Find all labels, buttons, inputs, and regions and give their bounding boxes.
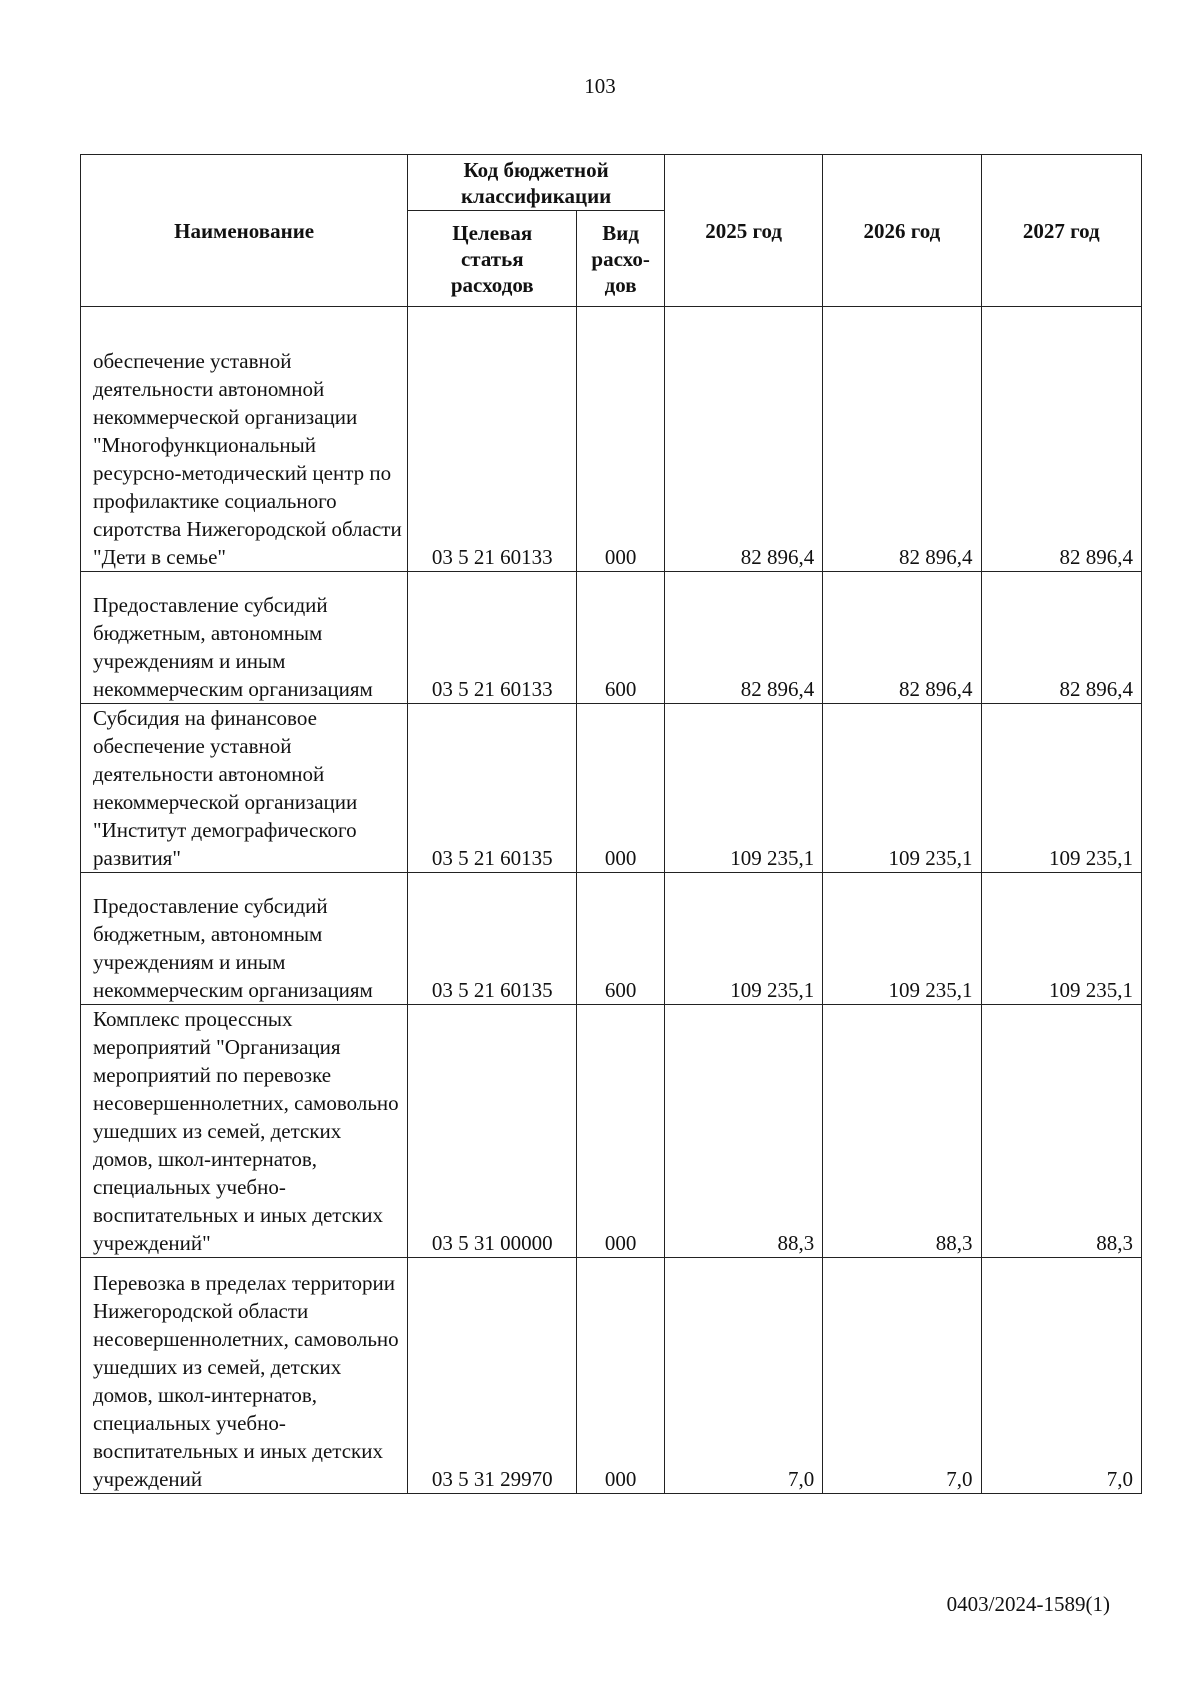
table-header <box>81 155 1142 307</box>
row-value-2025: 82 896,4 <box>664 307 822 572</box>
row-name: Субсидия на финансовое обеспечение уставной деятельности автономной некоммерческой организации "Институт демографического развития" <box>81 704 408 873</box>
table-row <box>81 1258 1142 1494</box>
row-expense-type: 600 <box>577 873 665 1005</box>
header-2025: 2025 год <box>664 155 822 307</box>
row-name: Предоставление субсидий бюджетным, автономным учреждениям и иным некоммерческим организациям <box>81 873 408 1005</box>
row-value-2026: 82 896,4 <box>823 572 981 704</box>
row-value-2026: 7,0 <box>823 1258 981 1494</box>
row-value-2026: 109 235,1 <box>823 873 981 1005</box>
table-row <box>81 873 1142 1005</box>
row-name: Комплекс процессных мероприятий "Организация мероприятий по перевозке несовершеннолетних, самовольно ушедших из семей, детских домов, школ-интернатов, специальных учебно-воспитательных и иных детских учреждений" <box>81 1005 408 1258</box>
header-name: Наименование <box>81 155 408 307</box>
page-number: 103 <box>584 74 616 98</box>
row-target-article: 03 5 31 29970 <box>408 1258 577 1494</box>
header-2026: 2026 год <box>823 155 981 307</box>
table-body <box>81 307 1142 1494</box>
row-target-article: 03 5 21 60133 <box>408 572 577 704</box>
row-expense-type: 000 <box>577 307 665 572</box>
row-name: обеспечение уставной деятельности автономной некоммерческой организации "Многофункциональный ресурсно-методический центр по профилактике социального сиротства Нижегородской области "Дети в семье" <box>81 307 408 572</box>
row-value-2026: 82 896,4 <box>823 307 981 572</box>
row-name: Перевозка в пределах территории Нижегородской области несовершеннолетних, самовольно ушедших из семей, детских домов, школ-интернатов, специальных учебно-воспитательных и иных детских учреждений <box>81 1258 408 1494</box>
row-target-article: 03 5 31 00000 <box>408 1005 577 1258</box>
header-target-article: Целевая статья расходов <box>408 211 577 307</box>
table-row <box>81 307 1142 572</box>
row-value-2025: 88,3 <box>664 1005 822 1258</box>
row-expense-type: 000 <box>577 1005 665 1258</box>
header-code-group: Код бюджетной классификации <box>408 155 665 211</box>
header-2027: 2027 год <box>981 155 1141 307</box>
row-value-2027: 82 896,4 <box>981 307 1141 572</box>
table-row <box>81 704 1142 873</box>
row-value-2025: 7,0 <box>664 1258 822 1494</box>
row-target-article: 03 5 21 60133 <box>408 307 577 572</box>
row-value-2026: 88,3 <box>823 1005 981 1258</box>
row-value-2025: 109 235,1 <box>664 873 822 1005</box>
row-name: Предоставление субсидий бюджетным, автономным учреждениям и иным некоммерческим организациям <box>81 572 408 704</box>
row-expense-type: 000 <box>577 704 665 873</box>
header-expense-type: Вид расхо-дов <box>577 211 665 307</box>
row-value-2027: 109 235,1 <box>981 873 1141 1005</box>
budget-table <box>80 154 1142 1494</box>
row-value-2027: 88,3 <box>981 1005 1141 1258</box>
row-value-2025: 82 896,4 <box>664 572 822 704</box>
row-target-article: 03 5 21 60135 <box>408 873 577 1005</box>
row-value-2027: 82 896,4 <box>981 572 1141 704</box>
table-row <box>81 572 1142 704</box>
row-expense-type: 000 <box>577 1258 665 1494</box>
row-value-2026: 109 235,1 <box>823 704 981 873</box>
row-expense-type: 600 <box>577 572 665 704</box>
table-row <box>81 1005 1142 1258</box>
document-code: 0403/2024-1589(1) <box>946 1592 1110 1616</box>
row-target-article: 03 5 21 60135 <box>408 704 577 873</box>
row-value-2027: 109 235,1 <box>981 704 1141 873</box>
row-value-2027: 7,0 <box>981 1258 1141 1494</box>
row-value-2025: 109 235,1 <box>664 704 822 873</box>
